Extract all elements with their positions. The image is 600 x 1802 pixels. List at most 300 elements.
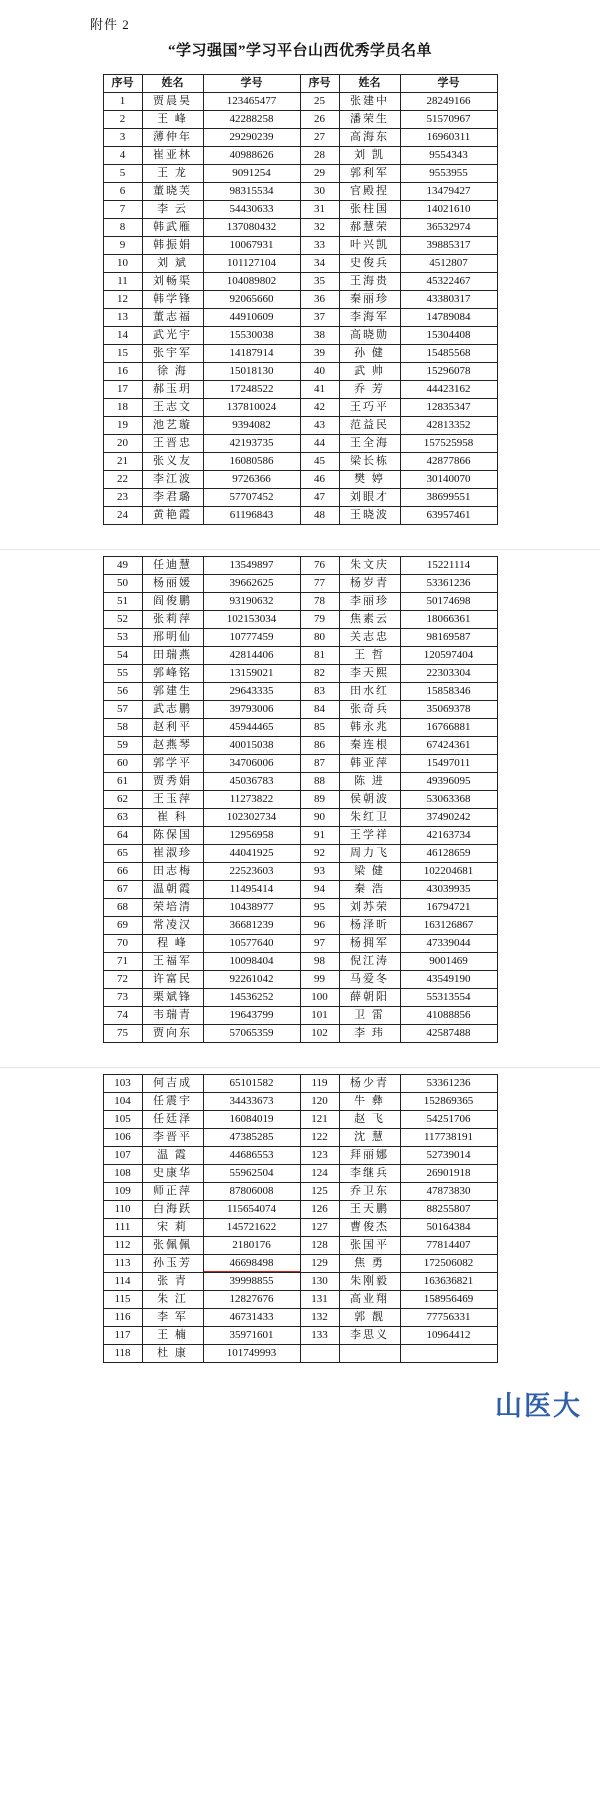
cell-no: 83	[300, 683, 339, 701]
table-row	[103, 773, 497, 791]
cell-no: 113	[103, 1255, 142, 1273]
cell-name: 乔 芳	[339, 381, 400, 399]
cell-no: 75	[103, 1025, 142, 1043]
cell-name: 任迪慧	[142, 557, 203, 575]
cell-name: 李天熙	[339, 665, 400, 683]
table-row	[103, 791, 497, 809]
table-row	[103, 989, 497, 1007]
cell-id: 16080586	[203, 453, 300, 471]
cell-no: 53	[103, 629, 142, 647]
cell-id: 15530038	[203, 327, 300, 345]
cell-id: 37490242	[400, 809, 497, 827]
cell-id: 50174698	[400, 593, 497, 611]
cell-id: 101749993	[203, 1345, 300, 1363]
cell-name: 杨拥军	[339, 935, 400, 953]
cell-id: 15018130	[203, 363, 300, 381]
cell-id: 43549190	[400, 971, 497, 989]
cell-id: 12827676	[203, 1291, 300, 1309]
table-row	[103, 435, 497, 453]
cell-no: 96	[300, 917, 339, 935]
cell-name: 贾晨昊	[142, 93, 203, 111]
cell-id: 45322467	[400, 273, 497, 291]
cell-no: 10	[103, 255, 142, 273]
cell-no: 63	[103, 809, 142, 827]
cell-name: 师正萍	[142, 1183, 203, 1201]
cell-name: 董志福	[142, 309, 203, 327]
table-row	[103, 1237, 497, 1255]
cell-no: 73	[103, 989, 142, 1007]
cell-id: 14021610	[400, 201, 497, 219]
cell-no: 78	[300, 593, 339, 611]
cell-id: 53063368	[400, 791, 497, 809]
cell-no: 103	[103, 1075, 142, 1093]
cell-no: 48	[300, 507, 339, 525]
cell-id: 42814406	[203, 647, 300, 665]
cell-name: 杨岁青	[339, 575, 400, 593]
cell-id: 42813352	[400, 417, 497, 435]
cell-name: 田瑞燕	[142, 647, 203, 665]
cell-name: 贾秀娟	[142, 773, 203, 791]
cell-id: 39998855	[203, 1273, 300, 1291]
cell-id: 45036783	[203, 773, 300, 791]
cell-no: 55	[103, 665, 142, 683]
table-row	[103, 827, 497, 845]
cell-id: 55313554	[400, 989, 497, 1007]
cell-no: 8	[103, 219, 142, 237]
cell-name: 李 军	[142, 1309, 203, 1327]
cell-id: 17248522	[203, 381, 300, 399]
cell-no: 12	[103, 291, 142, 309]
cell-id: 46731433	[203, 1309, 300, 1327]
cell-id: 16084019	[203, 1111, 300, 1129]
cell-no: 2	[103, 111, 142, 129]
table-row	[103, 1201, 497, 1219]
cell-id: 35971601	[203, 1327, 300, 1345]
cell-id: 34433673	[203, 1093, 300, 1111]
cell-name: 武 帅	[339, 363, 400, 381]
cell-name: 李海军	[339, 309, 400, 327]
cell-name: 张义友	[142, 453, 203, 471]
cell-id: 47385285	[203, 1129, 300, 1147]
cell-name: 武光宇	[142, 327, 203, 345]
cell-id: 44910609	[203, 309, 300, 327]
cell-name: 孙玉芳	[142, 1255, 203, 1273]
cell-name: 徐 海	[142, 363, 203, 381]
table-row	[103, 471, 497, 489]
cell-name: 史俊兵	[339, 255, 400, 273]
cell-no: 4	[103, 147, 142, 165]
cell-no: 64	[103, 827, 142, 845]
cell-name: 樊 婷	[339, 471, 400, 489]
cell-no: 40	[300, 363, 339, 381]
cell-no: 21	[103, 453, 142, 471]
cell-no: 61	[103, 773, 142, 791]
table-row	[103, 1007, 497, 1025]
cell-id: 42193735	[203, 435, 300, 453]
cell-name: 孙 健	[339, 345, 400, 363]
cell-name: 郝慧荣	[339, 219, 400, 237]
cell-id: 46698498	[203, 1255, 300, 1273]
cell-name: 张莉萍	[142, 611, 203, 629]
cell-id: 13479427	[400, 183, 497, 201]
cell-name: 卫 雷	[339, 1007, 400, 1025]
table-row	[103, 327, 497, 345]
table-row	[103, 1111, 497, 1129]
cell-no: 68	[103, 899, 142, 917]
col-header-no-left: 序号	[103, 75, 142, 93]
cell-no: 116	[103, 1309, 142, 1327]
cell-name: 拜丽娜	[339, 1147, 400, 1165]
cell-no: 71	[103, 953, 142, 971]
cell-no: 33	[300, 237, 339, 255]
cell-name: 李晋平	[142, 1129, 203, 1147]
cell-name: 郭峰铭	[142, 665, 203, 683]
cell-name: 郝玉玥	[142, 381, 203, 399]
cell-id: 29643335	[203, 683, 300, 701]
cell-id: 87806008	[203, 1183, 300, 1201]
cell-no: 22	[103, 471, 142, 489]
cell-no: 89	[300, 791, 339, 809]
cell-name: 潘荣生	[339, 111, 400, 129]
cell-id: 158956469	[400, 1291, 497, 1309]
cell-name: 杜 康	[142, 1345, 203, 1363]
cell-name: 韦瑞青	[142, 1007, 203, 1025]
cell-id: 9091254	[203, 165, 300, 183]
cell-id: 9001469	[400, 953, 497, 971]
cell-no: 37	[300, 309, 339, 327]
cell-name: 王学祥	[339, 827, 400, 845]
table-row	[103, 665, 497, 683]
roster-table-3	[103, 1074, 498, 1363]
cell-id: 14789084	[400, 309, 497, 327]
cell-name: 邢明仙	[142, 629, 203, 647]
cell-no: 122	[300, 1129, 339, 1147]
cell-name	[339, 1345, 400, 1363]
cell-id: 34706006	[203, 755, 300, 773]
cell-id: 10067931	[203, 237, 300, 255]
table-row	[103, 935, 497, 953]
table-row	[103, 345, 497, 363]
cell-name: 张国平	[339, 1237, 400, 1255]
cell-no: 98	[300, 953, 339, 971]
cell-id: 42587488	[400, 1025, 497, 1043]
cell-id: 93190632	[203, 593, 300, 611]
cell-name: 王 楠	[142, 1327, 203, 1345]
cell-id: 43380317	[400, 291, 497, 309]
cell-no: 34	[300, 255, 339, 273]
table-row	[103, 183, 497, 201]
cell-id: 39793006	[203, 701, 300, 719]
cell-name: 贾向东	[142, 1025, 203, 1043]
cell-name: 韩振娟	[142, 237, 203, 255]
cell-id: 39885317	[400, 237, 497, 255]
cell-name: 黄艳霞	[142, 507, 203, 525]
table-row	[103, 755, 497, 773]
cell-no: 32	[300, 219, 339, 237]
cell-name: 官殿捏	[339, 183, 400, 201]
cell-no: 72	[103, 971, 142, 989]
cell-name: 崔淑珍	[142, 845, 203, 863]
cell-no: 125	[300, 1183, 339, 1201]
cell-no: 13	[103, 309, 142, 327]
cell-id: 12956958	[203, 827, 300, 845]
cell-no: 91	[300, 827, 339, 845]
cell-id: 38699551	[400, 489, 497, 507]
cell-no: 109	[103, 1183, 142, 1201]
col-header-name-right: 姓名	[339, 75, 400, 93]
cell-id: 44041925	[203, 845, 300, 863]
cell-name: 史康华	[142, 1165, 203, 1183]
cell-id: 15304408	[400, 327, 497, 345]
table-row	[103, 255, 497, 273]
cell-id	[400, 1345, 497, 1363]
cell-id: 18066361	[400, 611, 497, 629]
table-row	[103, 309, 497, 327]
cell-id: 92065660	[203, 291, 300, 309]
cell-no: 85	[300, 719, 339, 737]
cell-name: 刘苏荣	[339, 899, 400, 917]
cell-id: 102302734	[203, 809, 300, 827]
cell-name: 叶兴凯	[339, 237, 400, 255]
cell-id: 13159021	[203, 665, 300, 683]
cell-id: 16794721	[400, 899, 497, 917]
cell-name: 朱 江	[142, 1291, 203, 1309]
cell-name: 王 哲	[339, 647, 400, 665]
cell-id: 14536252	[203, 989, 300, 1007]
cell-name: 温朝霞	[142, 881, 203, 899]
cell-id: 88255807	[400, 1201, 497, 1219]
cell-id: 36681239	[203, 917, 300, 935]
cell-no: 15	[103, 345, 142, 363]
cell-name: 张 青	[142, 1273, 203, 1291]
table-row	[103, 1165, 497, 1183]
cell-id: 13549897	[203, 557, 300, 575]
cell-no: 69	[103, 917, 142, 935]
table-row	[103, 1025, 497, 1043]
attachment-label: 附件 2	[90, 17, 130, 32]
cell-name: 李继兵	[339, 1165, 400, 1183]
cell-name: 薄仲年	[142, 129, 203, 147]
cell-name: 杨泽昕	[339, 917, 400, 935]
cell-name: 梁长栋	[339, 453, 400, 471]
cell-no: 114	[103, 1273, 142, 1291]
red-underline-annotation	[204, 1271, 300, 1273]
cell-name: 赵利平	[142, 719, 203, 737]
cell-no: 1	[103, 93, 142, 111]
cell-name: 牛 彝	[339, 1093, 400, 1111]
table-row	[103, 147, 497, 165]
table-row	[103, 575, 497, 593]
cell-id: 163636821	[400, 1273, 497, 1291]
cell-no: 19	[103, 417, 142, 435]
table-row	[103, 917, 497, 935]
cell-no: 29	[300, 165, 339, 183]
cell-id: 77756331	[400, 1309, 497, 1327]
cell-id: 42877866	[400, 453, 497, 471]
cell-no: 23	[103, 489, 142, 507]
cell-id: 120597404	[400, 647, 497, 665]
table-row	[103, 1273, 497, 1291]
cell-name: 秦 浩	[339, 881, 400, 899]
cell-no: 50	[103, 575, 142, 593]
cell-no: 90	[300, 809, 339, 827]
cell-name: 郭利军	[339, 165, 400, 183]
cell-name: 朱刚毅	[339, 1273, 400, 1291]
cell-id: 9394082	[203, 417, 300, 435]
cell-id: 145721622	[203, 1219, 300, 1237]
cell-no: 59	[103, 737, 142, 755]
cell-no: 67	[103, 881, 142, 899]
cell-no: 57	[103, 701, 142, 719]
cell-id: 57065359	[203, 1025, 300, 1043]
cell-id: 137810024	[203, 399, 300, 417]
cell-no: 6	[103, 183, 142, 201]
cell-name: 高海东	[339, 129, 400, 147]
col-header-no-right: 序号	[300, 75, 339, 93]
table-row	[103, 593, 497, 611]
cell-no: 7	[103, 201, 142, 219]
cell-no: 110	[103, 1201, 142, 1219]
cell-no: 104	[103, 1093, 142, 1111]
cell-name: 王玉萍	[142, 791, 203, 809]
cell-id: 117738191	[400, 1129, 497, 1147]
cell-id: 10098404	[203, 953, 300, 971]
cell-name: 张佩佩	[142, 1237, 203, 1255]
cell-name: 倪江涛	[339, 953, 400, 971]
cell-id: 19643799	[203, 1007, 300, 1025]
roster-block-1	[0, 68, 600, 535]
cell-id: 43039935	[400, 881, 497, 899]
cell-id: 54251706	[400, 1111, 497, 1129]
cell-name: 焦素云	[339, 611, 400, 629]
cell-no: 80	[300, 629, 339, 647]
cell-name: 韩亚萍	[339, 755, 400, 773]
cell-id: 44423162	[400, 381, 497, 399]
cell-name: 薛朝阳	[339, 989, 400, 1007]
cell-no: 112	[103, 1237, 142, 1255]
cell-no: 97	[300, 935, 339, 953]
cell-name: 郭 靓	[339, 1309, 400, 1327]
cell-id: 11273822	[203, 791, 300, 809]
cell-no: 124	[300, 1165, 339, 1183]
table-row	[103, 557, 497, 575]
col-header-name-left: 姓名	[142, 75, 203, 93]
cell-id: 98315534	[203, 183, 300, 201]
cell-name: 周力飞	[339, 845, 400, 863]
table-row	[103, 111, 497, 129]
cell-id: 102153034	[203, 611, 300, 629]
table-row	[103, 201, 497, 219]
cell-no: 30	[300, 183, 339, 201]
cell-name: 李 玮	[339, 1025, 400, 1043]
cell-name: 李君璐	[142, 489, 203, 507]
cell-name: 焦 勇	[339, 1255, 400, 1273]
cell-id: 29290239	[203, 129, 300, 147]
cell-name: 阎俊鹏	[142, 593, 203, 611]
cell-no: 49	[103, 557, 142, 575]
table-row	[103, 953, 497, 971]
cell-id: 61196843	[203, 507, 300, 525]
cell-no: 31	[300, 201, 339, 219]
cell-name: 郭建生	[142, 683, 203, 701]
cell-name: 张柱国	[339, 201, 400, 219]
cell-id: 15497011	[400, 755, 497, 773]
cell-id: 47339044	[400, 935, 497, 953]
cell-name: 梁 健	[339, 863, 400, 881]
cell-id: 15221114	[400, 557, 497, 575]
cell-name: 刘畅渠	[142, 273, 203, 291]
table-row	[103, 165, 497, 183]
cell-name: 刘 斌	[142, 255, 203, 273]
cell-id: 57707452	[203, 489, 300, 507]
university-logo: 山医大	[495, 1391, 582, 1421]
cell-name: 王天鹏	[339, 1201, 400, 1219]
cell-id: 102204681	[400, 863, 497, 881]
cell-no: 16	[103, 363, 142, 381]
cell-name: 王 龙	[142, 165, 203, 183]
table-row	[103, 1219, 497, 1237]
table-header-row	[103, 75, 497, 93]
cell-name: 刘眼才	[339, 489, 400, 507]
cell-id: 9726366	[203, 471, 300, 489]
table-row	[103, 507, 497, 525]
table-row	[103, 719, 497, 737]
cell-no: 65	[103, 845, 142, 863]
cell-name: 王巧平	[339, 399, 400, 417]
cell-id: 35069378	[400, 701, 497, 719]
cell-no: 119	[300, 1075, 339, 1093]
cell-no: 14	[103, 327, 142, 345]
cell-id: 50164384	[400, 1219, 497, 1237]
page-title: “学习强国”学习平台山西优秀学员名单	[167, 43, 432, 59]
cell-no: 51	[103, 593, 142, 611]
cell-no: 70	[103, 935, 142, 953]
table-row	[103, 1147, 497, 1165]
cell-no: 41	[300, 381, 339, 399]
roster-table-2	[103, 556, 498, 1043]
cell-name: 李 云	[142, 201, 203, 219]
cell-no: 95	[300, 899, 339, 917]
cell-no: 87	[300, 755, 339, 773]
cell-id: 157525958	[400, 435, 497, 453]
cell-name: 任廷泽	[142, 1111, 203, 1129]
cell-no: 26	[300, 111, 339, 129]
cell-id: 41088856	[400, 1007, 497, 1025]
cell-name: 王福军	[142, 953, 203, 971]
cell-name: 张奇兵	[339, 701, 400, 719]
cell-name: 韩学锋	[142, 291, 203, 309]
cell-name: 郭学平	[142, 755, 203, 773]
table-row	[103, 1291, 497, 1309]
cell-id: 55962504	[203, 1165, 300, 1183]
cell-id: 10438977	[203, 899, 300, 917]
cell-name: 荣培清	[142, 899, 203, 917]
cell-name: 任震宇	[142, 1093, 203, 1111]
table-row	[103, 1093, 497, 1111]
cell-id: 11495414	[203, 881, 300, 899]
cell-id: 47873830	[400, 1183, 497, 1201]
cell-no: 46	[300, 471, 339, 489]
cell-name: 崔 科	[142, 809, 203, 827]
cell-no: 79	[300, 611, 339, 629]
cell-no: 126	[300, 1201, 339, 1219]
cell-no: 131	[300, 1291, 339, 1309]
cell-name: 范益民	[339, 417, 400, 435]
cell-name: 武志鹏	[142, 701, 203, 719]
cell-no: 77	[300, 575, 339, 593]
cell-id: 40015038	[203, 737, 300, 755]
table-row	[103, 129, 497, 147]
